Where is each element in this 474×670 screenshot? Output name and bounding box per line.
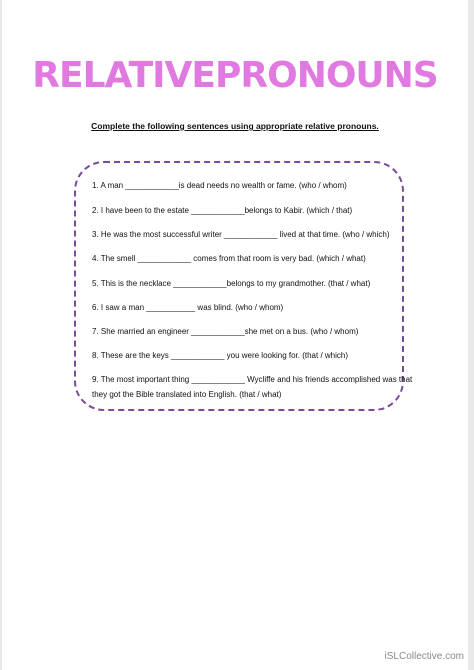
exercise-item-9-continued: they got the Bible translated into English. (that / what) (92, 390, 282, 399)
exercise-item-4: 4. The smell ____________ comes from that room is very bad. (which / what) (92, 254, 366, 263)
exercise-item-9: 9. The most important thing ____________ Wycliffe and his friends accomplished was that (92, 375, 413, 384)
exercise-item-8: 8. These are the keys ____________ you were looking for. (that / which) (92, 351, 349, 360)
exercise-item-1: 1. A man ____________is dead needs no wealth or fame. (who / whom) (92, 181, 347, 190)
exercise-item-5: 5. This is the necklace ____________belongs to my grandmother. (that / what) (92, 279, 371, 288)
worksheet-title: RELATIVEPRONOUNS (32, 55, 438, 96)
exercise-item-2: 2. I have been to the estate ____________belongs to Kabir. (which / that) (92, 206, 353, 215)
exercise-item-7: 7. She married an engineer ____________she met on a bus. (who / whom) (92, 327, 359, 336)
exercise-item-6: 6. I saw a man ___________ was blind. (who / whom) (92, 303, 284, 312)
instructions: Complete the following sentences using appropriate relative pronouns. (91, 121, 379, 131)
exercise-item-3: 3. He was the most successful writer ____________ lived at that time. (who / which) (92, 230, 390, 239)
watermark: iSLCollective.com (384, 651, 464, 662)
worksheet-page (2, 0, 468, 670)
